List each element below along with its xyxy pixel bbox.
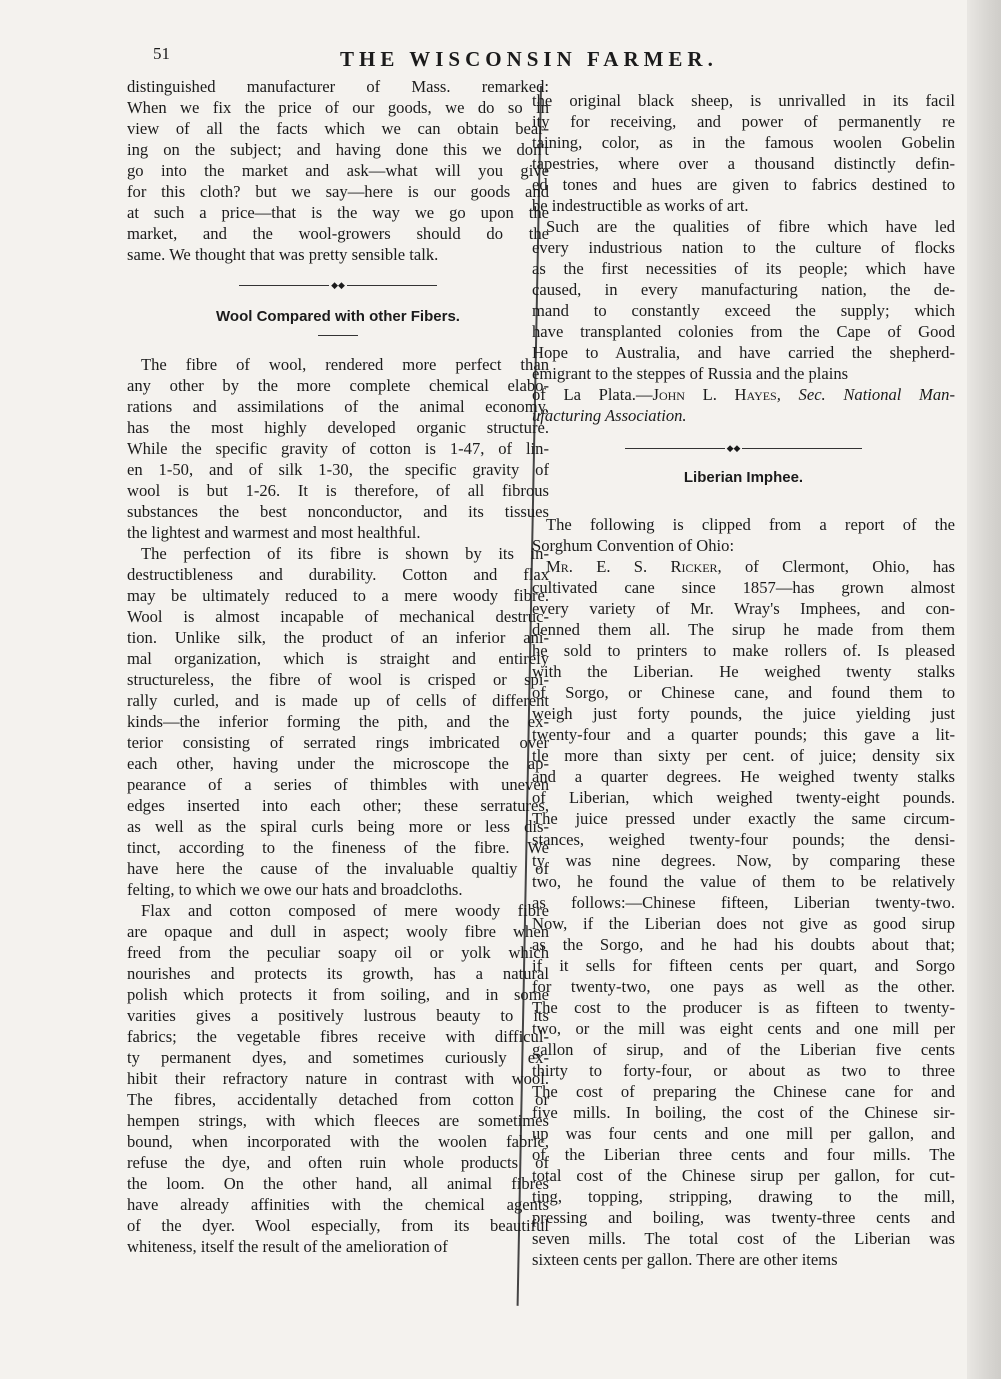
text-line: for twenty-two, one pays as well as the other.	[532, 977, 955, 996]
text-line: sixteen cents per gallon. There are other items	[532, 1250, 838, 1269]
text-line: polish which protects it from soiling, and in some	[127, 985, 549, 1004]
page-edge-shadow	[967, 0, 1001, 1379]
text-line: Now, if the Liberian does not give as good sirup	[532, 914, 955, 933]
text-line: substances the best nonconductor, and its tissues	[127, 502, 549, 521]
text-line: ty permanent dyes, and sometimes curiously ex-	[127, 1048, 549, 1067]
text-line: ty was nine degrees. Now, by comparing these	[532, 851, 955, 870]
text-line: The perfection of its fibre is shown by its in-	[141, 544, 549, 563]
text-line: of the dyer. Wool especially, from its beautiful	[127, 1216, 549, 1235]
text-line: view of all the facts which we can obtain bear-	[127, 119, 549, 138]
text-line: whiteness, itself the result of the amelioration of	[127, 1237, 448, 1256]
text-line: pearance of a series of thimbles with uneven	[127, 775, 549, 794]
person-name: Mr. E. S. Ricker	[546, 557, 718, 576]
article-heading-liberian: Liberian Imphee.	[683, 469, 804, 486]
page-number: 51	[153, 44, 170, 63]
article-heading-wool: Wool Compared with other Fibers.	[216, 308, 460, 325]
section-divider: ◆◆	[127, 275, 549, 296]
text-line: ity for receiving, and power of permanently re	[532, 112, 955, 131]
text-line: tapestries, where over a thousand distinctly defin-	[532, 154, 955, 173]
text-line: every variety of Mr. Wray's Imphees, and con-	[532, 599, 955, 618]
text-line: The juice pressed under exactly the same circum-	[532, 809, 955, 828]
paragraph	[532, 577, 955, 1270]
text-line: and a quarter degrees. He weighed twenty stalks	[532, 767, 955, 786]
text-line: The fibres, accidentally detached from cotton or	[127, 1090, 549, 1109]
text-line: have here the cause of the invaluable qualtiy of	[127, 859, 549, 878]
text-line: ed tones and hues are given to fabrics destined to	[532, 175, 955, 194]
text-line: freed from the peculiar soapy oil or yolk which	[127, 943, 549, 962]
text-line: are opaque and dull in aspect; wooly fibre when	[127, 922, 549, 941]
text-line: refuse the dye, and often ruin whole products of	[127, 1153, 549, 1172]
heading-rule	[318, 335, 358, 336]
text-line: Sorghum Convention of Ohio:	[532, 536, 735, 555]
text-line: of Sorgo, or Chinese cane, and found them to	[532, 683, 955, 702]
text-line: ing on the subject; and having done this we don't	[127, 140, 549, 159]
text-line: twenty-four and a quarter pounds; this gave a lit-	[532, 725, 955, 744]
paragraph	[127, 900, 549, 1257]
text-line: every industrious nation to the culture of flocks	[532, 238, 955, 257]
text-line: terior consisting of serrated rings imbricated over	[127, 733, 549, 752]
right-column	[532, 90, 955, 1270]
text-line: structureless, the fibre of wool is crisped or spi-	[127, 670, 549, 689]
text-line: wool is but 1-26. It is therefore, of all fibrous	[127, 481, 549, 500]
text-line: weigh just forty pounds, the juice yielding just	[532, 704, 955, 723]
text-line: as the first necessities of its people; which have	[532, 259, 955, 278]
text-line: of La Plata.—John L. Hayes, Sec. National Man-	[532, 385, 955, 404]
text-line: five mills. In boiling, the cost of the Chinese sir-	[532, 1103, 955, 1122]
text-line: hibit their refractory nature in contrast with wool.	[127, 1069, 549, 1088]
text-line: rations and assimilations of the animal economy,	[127, 397, 549, 416]
text-line: have transplanted colonies from the Cape of Good	[532, 322, 955, 341]
text-line: of Liberian, which weighed twenty-eight pounds.	[532, 788, 955, 807]
text-line: he sold to printers to make rollers of. Is pleased	[532, 641, 955, 660]
text-line: gallon of sirup, and of the Liberian five cents	[532, 1040, 955, 1059]
text-line: mal organization, which is straight and entirely	[127, 649, 549, 668]
text-line: taining, color, as in the famous woolen Gobelin	[532, 133, 955, 152]
text-line: two, or the mill was eight cents and one mill per	[532, 1019, 955, 1038]
text-line: destructibleness and durability. Cotton and flax	[127, 565, 549, 584]
text-line: stances, weighed twenty-four pounds; the densi-	[532, 830, 955, 849]
author-name: John L. Hayes	[652, 385, 777, 404]
text-line: mand to constantly exceed the supply; which	[532, 301, 955, 320]
text-line: any other by the more complete chemical elabo-	[127, 376, 549, 395]
text-line: may be ultimately reduced to a mere woody fibre.	[127, 586, 549, 605]
text-line: same. We thought that was pretty sensible talk.	[127, 245, 439, 264]
text-line: as the Sorgo, and he had his doubts about that;	[532, 935, 955, 954]
paragraph	[127, 543, 549, 900]
text-line: up was four cents and one mill per gallon, and	[532, 1124, 955, 1143]
masthead-title: THE WISCONSIN FARMER.	[340, 47, 718, 71]
text-line: ufacturing Association.	[532, 406, 687, 425]
text-line: emigrant to the steppes of Russia and the plains	[532, 364, 849, 383]
text-line: at such a price—that is the way we go upon the	[127, 203, 549, 222]
text-line: market, and the wool-growers should do the	[127, 224, 549, 243]
paragraph	[532, 90, 955, 216]
text-line: Mr. E. S. Ricker, of Clermont, Ohio, has	[546, 557, 955, 576]
text-line: When we fix the price of our goods, we do so in	[127, 98, 549, 117]
text-line: thirty to forty-four, or about as two to three	[532, 1061, 955, 1080]
text-line: tle more than sixty per cent. of juice; density six	[532, 746, 955, 765]
text-line: cultivated cane since 1857—has grown almost	[532, 578, 955, 597]
text-line: for this cloth? but we say—here is our goods and	[127, 182, 549, 201]
text-line: varities gives a positively lustrous beauty to its	[127, 1006, 549, 1025]
text-line: the loom. On the other hand, all animal fibres	[127, 1174, 549, 1193]
paragraph	[127, 354, 549, 543]
section-divider: ◆◆	[532, 438, 955, 459]
text-line: has the most highly developed organic structure.	[127, 418, 549, 437]
text-line: nourishes and protects its growth, has a natural	[127, 964, 549, 983]
paragraph	[532, 216, 955, 384]
text-line: as well as the spiral curls being more or less dis-	[127, 817, 549, 836]
text-line: fabrics; the vegetable fibres receive with difficul-	[127, 1027, 549, 1046]
text-line: The cost of preparing the Chinese cane for and	[532, 1082, 955, 1101]
text-line: The fibre of wool, rendered more perfect than	[141, 355, 549, 374]
text-line: denned them all. The sirup he made from them	[532, 620, 955, 639]
text-line: each other, having under the microscope the ap-	[127, 754, 549, 773]
intro-paragraph	[127, 76, 549, 265]
text-line: kinds—the inferior forming the pith, and the ex-	[127, 712, 549, 731]
text-line: tinct, according to the fineness of the fibre. We	[127, 838, 549, 857]
text-line: have already affinities with the chemical agents	[127, 1195, 549, 1214]
text-line: The cost to the producer is as fifteen to twenty-	[532, 998, 955, 1017]
text-line: ting, topping, stripping, drawing to the mill,	[532, 1187, 955, 1206]
text-line: with the Liberian. He weighed twenty stalks	[532, 662, 955, 681]
text-line: The following is clipped from a report of the	[546, 515, 955, 534]
text-line: Hope to Australia, and have carried the shepherd-	[532, 343, 955, 362]
text-line: two, he found the value of them to be relatively	[532, 872, 955, 891]
text-line: Such are the qualities of fibre which have led	[546, 217, 955, 236]
text-line: While the specific gravity of cotton is 1-47, of lin-	[127, 439, 549, 458]
left-column	[127, 76, 549, 1257]
text-line: Wool is almost incapable of mechanical destruc-	[127, 607, 549, 626]
text-line: seven mills. The total cost of the Liberian was	[532, 1229, 955, 1248]
text-line: rally curled, and is made up of cells of different	[127, 691, 549, 710]
text-line: en 1-50, and of silk 1-30, the specific gravity of	[127, 460, 549, 479]
text-line: edges inserted into each other; these serratures,	[127, 796, 549, 815]
text-line: felting, to which we owe our hats and broadcloths.	[127, 880, 463, 899]
text-line: hempen strings, with which fleeces are sometimes	[127, 1111, 549, 1130]
text-line: total cost of the Chinese sirup per gallon, for cut-	[532, 1166, 955, 1185]
text-line: go into the market and ask—what will you give	[127, 161, 549, 180]
text-line: as follows:—Chinese fifteen, Liberian twenty-two.	[532, 893, 955, 912]
text-line: if it sells for fifteen cents per quart, and Sorgo	[532, 956, 955, 975]
text-line: caused, in every manufacturing nation, the de-	[532, 280, 955, 299]
text-line: bound, when incorporated with the woolen fabric,	[127, 1132, 549, 1151]
paragraph	[532, 514, 955, 556]
text-line: Flax and cotton composed of mere woody fibre	[141, 901, 549, 920]
text-line: distinguished manufacturer of Mass. remarked:	[127, 77, 549, 96]
text-line: be indestructible as works of art.	[532, 196, 749, 215]
text-line: of the Liberian three cents and four mills. The	[532, 1145, 955, 1164]
text-line: the original black sheep, is unrivalled in its facil	[532, 91, 955, 110]
text-line: tion. Unlike silk, the product of an inferior ani-	[127, 628, 549, 647]
text-line: the lightest and warmest and most healthful.	[127, 523, 421, 542]
text-line: pressing and boiling, was twenty-three cents and	[532, 1208, 955, 1227]
